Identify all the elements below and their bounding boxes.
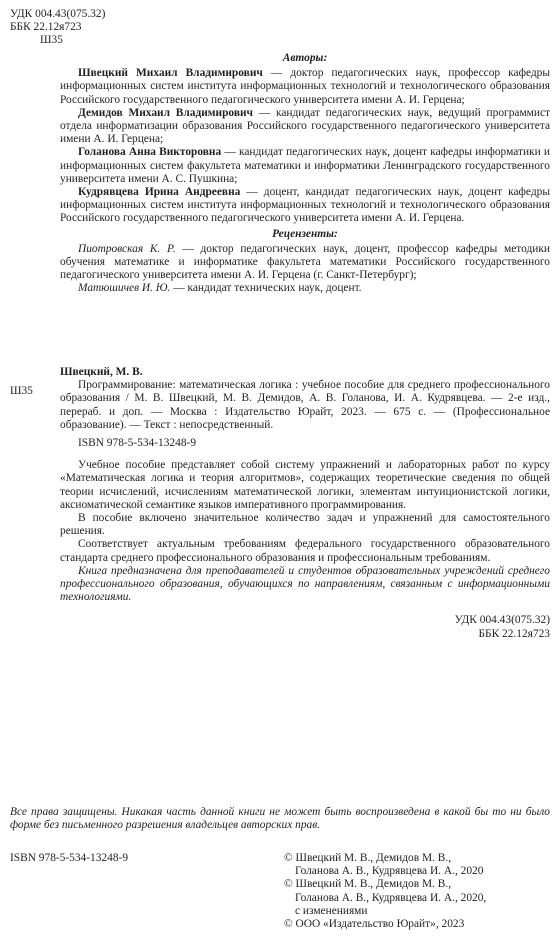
biblio-text: Программирование: математическая логика : учебное пособие для среднего профессионального образования / М. В. Швецкий, М. В. Демидов, А. В. Голанова, И. А. Кудрявцева. — 2-е изд., перераб. и доп. — Москва : Издательство Юрайт, 2023. — 675 с. — (Профессиональное образование). — Текст : непосредственный. [60, 379, 550, 431]
copyright-line: Голанова А. В., Кудрявцева И. А., 2020, [295, 891, 487, 904]
author-desc: — кандидат педагогических наук, доцент кафедры информатики и информационных систем факультета математики и информатики Ленинградского государственного университета имени А. С. Пушкина; [60, 146, 550, 185]
author-name: Голанова Анна Викторовна [78, 146, 222, 159]
annotation-paragraph: Соответствует актуальным требованиям федерального государственного образовательного стандарта среднего профессионального образования и профессиональным требованиям. [60, 538, 550, 564]
authors-heading: Авторы: [282, 52, 328, 64]
bbk-code: ББК 22.12я723 [10, 21, 82, 34]
rights-notice: Все права защищены. Никакая часть данной книги не может быть воспроизведена в какой бы то ни было форме без письменного разрешения владельцев авторских прав. [10, 806, 550, 832]
annotation [60, 459, 550, 604]
annotation-italic: Книга предназначена для преподавателей и студентов образовательных учреждений среднего профессионального образования, обучающихся по направлениям, связанным с информационными технологиями. [60, 564, 550, 604]
author-entry [60, 146, 550, 186]
author-entry [60, 186, 550, 226]
annotation-paragraph: В пособие включено значительное количество задач и упражнений для самостоятельного решения. [60, 512, 550, 538]
author-entry [60, 107, 550, 147]
copyright-block [284, 852, 554, 931]
reviewers-heading: Рецензенты: [272, 227, 338, 240]
reviewer-entry [60, 282, 550, 295]
reviewer-name: Пиотровская К. Р. [78, 242, 176, 255]
reviewer-entry [60, 243, 550, 283]
author-desc: — доктор педагогических наук, профессор кафедры информационных систем института информационных технологий и технологического образования Российского государственного педагогического университета имени А. И. Герцена; [60, 67, 550, 106]
copyright-line: Голанова А. В., Кудрявцева И. А., 2020 [295, 865, 484, 878]
udk-code-bottom: УДК 004.43(075.32) [454, 614, 550, 627]
footer-isbn: ISBN 978-5-534-13248-9 [10, 852, 129, 864]
author-desc: — доцент, кандидат педагогических наук, доцент кафедры информационных систем института информационных технологий и технологического образования Российского государственного педагогического университета имени А. И. Герцена. [60, 186, 550, 225]
author-name: Швецкий Михаил Владимирович [78, 67, 263, 80]
author-name: Кудрявцева Ирина Андреевна [78, 186, 241, 199]
authors-section [60, 52, 550, 296]
author-entry [60, 67, 550, 107]
biblio-section [60, 366, 550, 641]
copyright-line: © Швецкий М. В., Демидов М. В., [284, 852, 452, 864]
copyright-line: © Швецкий М. В., Демидов М. В., [284, 878, 452, 891]
biblio-isbn: ISBN 978-5-534-13248-9 [78, 437, 197, 450]
copyright-line: с изменениями [295, 904, 368, 917]
copyright-line: © ООО «Издательство Юрайт», 2023 [284, 918, 465, 931]
udk-code: УДК 004.43(075.32) [10, 8, 106, 20]
reviewer-name: Матюшичев И. Ю. [78, 282, 171, 295]
author-name: Демидов Михаил Владимирович [78, 106, 253, 119]
annotation-paragraph: Учебное пособие представляет собой систему упражнений и лабораторных работ по курсу «Математическая логика и теория алгоритмов», содержащих теоретические сведения по общей теории исчислений, исчислениям математической логики, элементам интуиционистской логики, аксиоматической семантике языков императивного программирования. [60, 459, 550, 511]
classification-codes [10, 8, 210, 48]
bbk-code-bottom: ББК 22.12я723 [478, 627, 550, 640]
biblio-author: Швецкий, М. В. [60, 366, 143, 378]
reviewer-desc: — кандидат технических наук, доцент. [170, 282, 362, 295]
shifr-code: Ш35 [40, 34, 63, 47]
reviewer-desc: — доктор педагогических наук, доцент, профессор кафедры методики обучения математике и информатике факультета математики Российского государственного педагогического университета имени А. И. Герцена (г. Санкт-Петербург); [60, 242, 551, 282]
author-desc: — кандидат педагогических наук, ведущий программист отдела информатизации образования Российского государственного педагогического университета имени А. И. Герцена; [60, 106, 550, 146]
bottom-codes [60, 614, 550, 640]
biblio-shifr: Ш35 [10, 385, 33, 397]
